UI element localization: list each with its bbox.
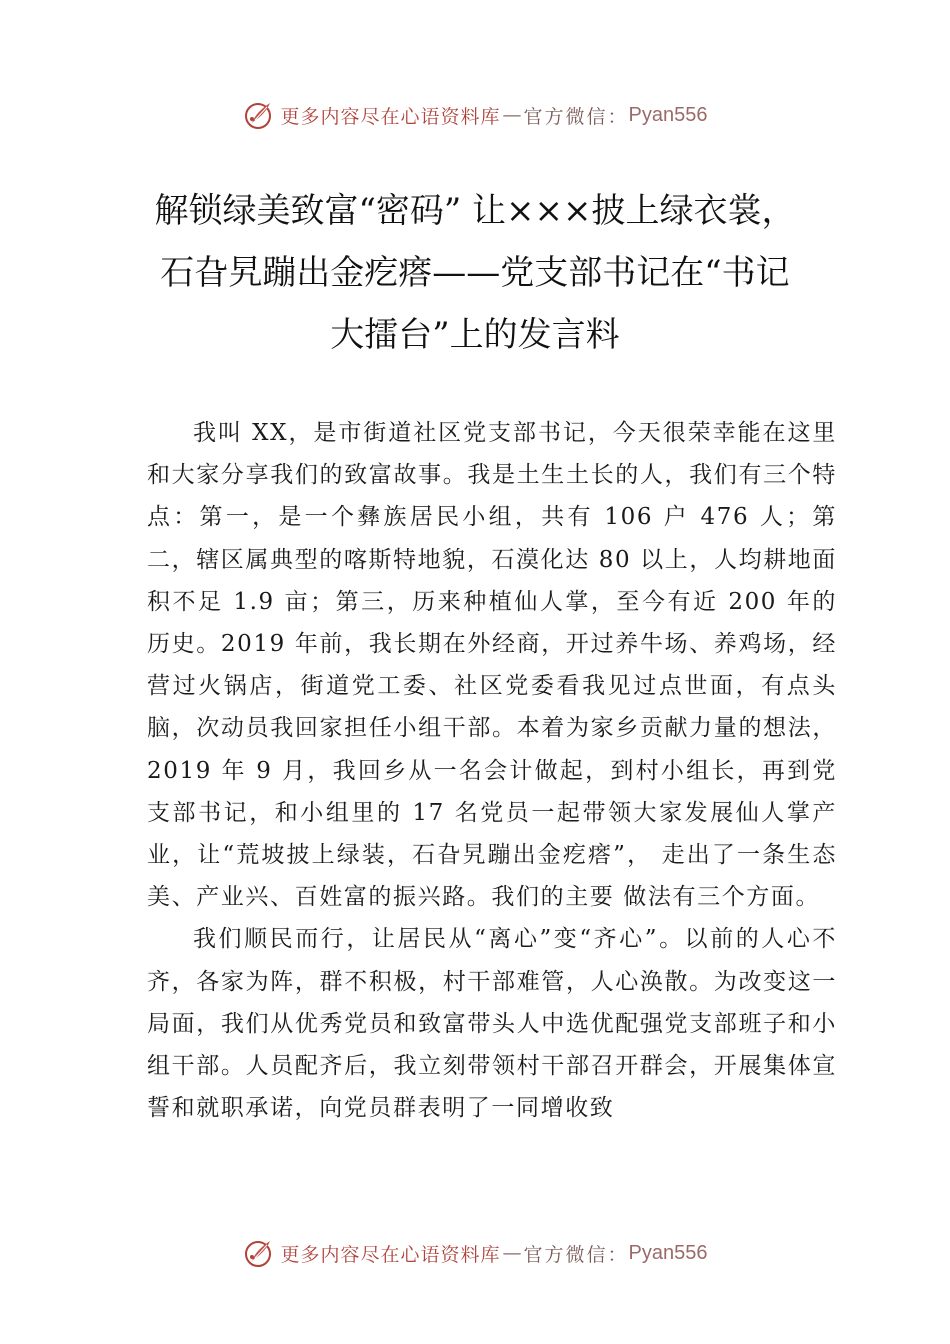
watermark-separator: — [502,104,522,126]
title-line-1: 解锁绿美致富“密码” 让×××披上绿衣裳， [154,191,796,231]
watermark-text: 更多内容尽在心语资料库 [280,105,501,128]
watermark-separator: — [502,1242,522,1264]
title-line-3: 大擂台”上的发言料 [330,315,620,355]
watermark-banner-top [0,95,950,135]
document-body [147,412,837,1129]
watermark-wechat-id: Pyan556 [628,1241,708,1264]
body-paragraph-2: 我们顺民而行，让居民从“离心”变“齐心”。以前的人心不齐，各家为阵，群不积极，村干部难管，人心涣散。为改变这一局面，我们从优秀党员和致富带头人中选优配强党支部班子和小组干部。人员配齐后，我立刻带领村干部召开群会，开展集体宣誓和就职承诺，向党员群表明了一同增收致 [147,926,837,1122]
watermark-wechat-label: 官方微信： [523,1243,629,1266]
quill-seal-icon [243,1237,275,1269]
watermark-wechat-label: 官方微信： [523,105,629,128]
body-paragraph-1: 我叫 XX，是市街道社区党支部书记，今天很荣幸能在这里和大家分享我们的致富故事。我是土生土长的人，我们有三个特点：第一，是一个彝族居民小组，共有 106 户 476 人；第二，辖区属典型的喀斯特地貌，石漠化达 80 以上，人均耕地面积不足 1.9 亩；第三，历来种植仙人掌，至今有近 200 年的历史。2019 年前，我长期在外经商，开过养牛场、养鸡场，经营过火锅店，街道党工委、社区党委看我见过点世面，有点头脑，次动员我回家担任小组干部。本着为家乡贡献力量的想法，2019 年 9 月，我回乡从一名会计做起，到村小组长，再到党支部书记，和小组里的 17 名党员一起带领大家发展仙人掌产业，让“荒坡披上绿装，石旮旯蹦出金疙瘩”， 走出了一条生态美、产业兴、百姓富的振兴路。我们的主要 做法有三个方面。 [147,420,837,911]
quill-seal-icon [243,99,275,131]
document-title [110,180,840,366]
watermark-wechat-id: Pyan556 [628,103,708,126]
watermark-text: 更多内容尽在心语资料库 [280,1243,501,1266]
title-line-2: 石旮旯蹦出金疙瘩——党支部书记在“书记 [160,253,790,293]
watermark-banner-bottom [0,1233,950,1273]
